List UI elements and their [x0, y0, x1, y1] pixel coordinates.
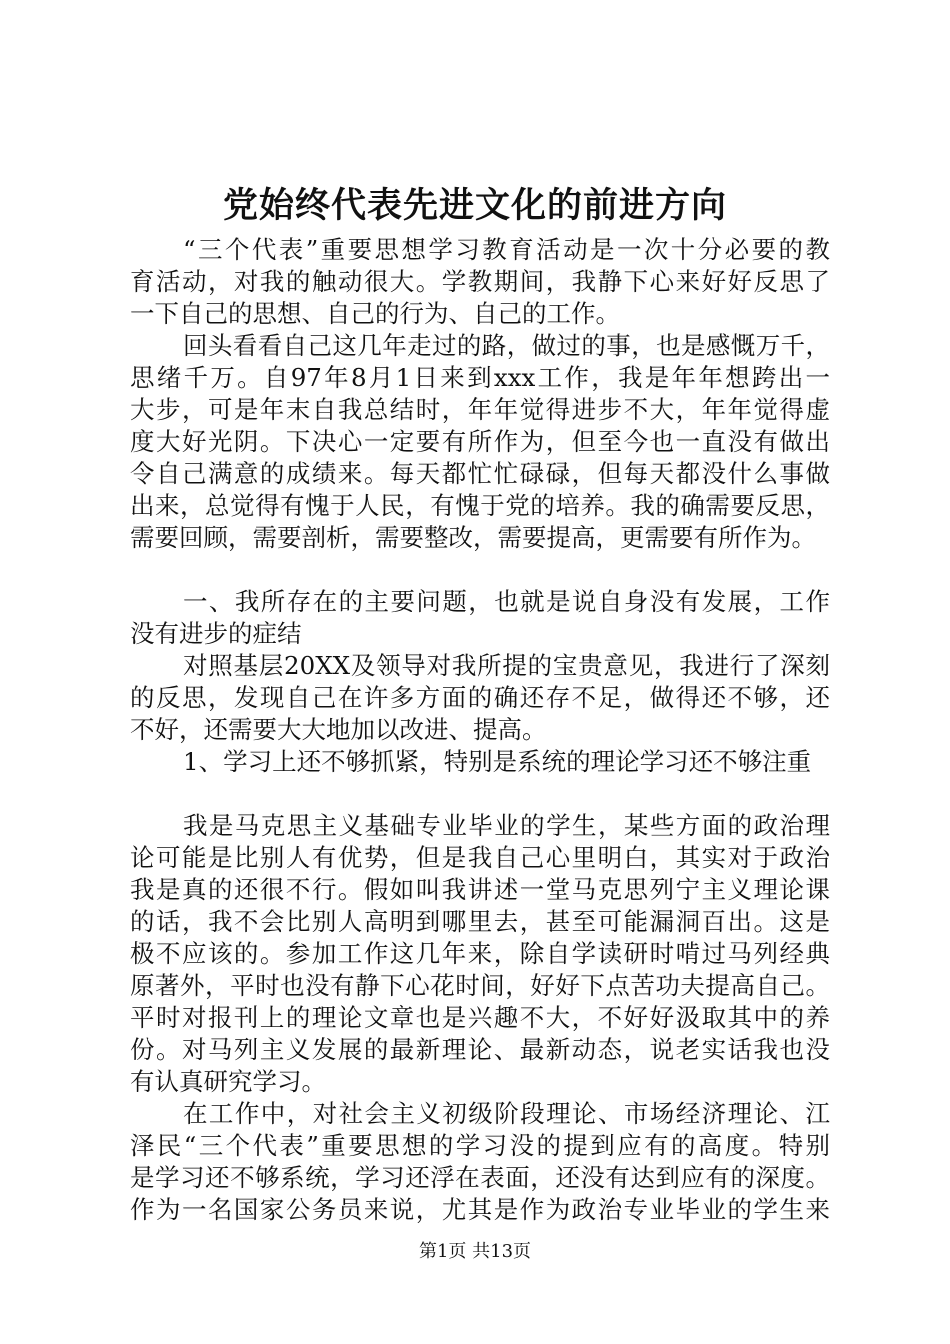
text-line: 一下自己的思想、自己的行为、自己的工作。: [130, 299, 620, 328]
text-line: 作为一名国家公务员来说，尤其是作为政治专业毕业的学生来: [130, 1195, 830, 1224]
text-line: 极不应该的。参加工作这几年来，除自学读研时啃过马列经典: [130, 939, 830, 968]
text-line: 有认真研究学习。: [130, 1067, 326, 1096]
paragraph: [130, 234, 830, 330]
text-line: 令自己满意的成绩来。每天都忙忙碌碌，但每天都没什么事做: [130, 459, 830, 488]
text-line: 不好，还需要大大地加以改进、提高。: [130, 715, 547, 744]
text-line: 需要回顾，需要剖析，需要整改，需要提高，更需要有所作为。: [130, 523, 816, 552]
text-line: 1、学习上还不够抓紧，特别是系统的理论学习还不够注重: [183, 747, 812, 776]
text-line: 在工作中，对社会主义初级阶段理论、市场经济理论、江: [183, 1099, 830, 1128]
paragraph: [130, 810, 830, 1098]
text-line: “三个代表”重要思想学习教育活动是一次十分必要的教: [183, 235, 830, 264]
text-line: 我是马克思主义基础专业毕业的学生，某些方面的政治理: [183, 811, 830, 840]
section-heading: [130, 586, 830, 650]
text-line: 论可能是比别人有优势，但是我自己心里明白，其实对于政治: [130, 843, 830, 872]
text-line: 是学习还不够系统，学习还浮在表面，还没有达到应有的深度。: [130, 1163, 830, 1192]
subsection-heading: [130, 746, 830, 778]
paragraph-gap: [130, 554, 830, 586]
text-line: 的反思，发现自己在许多方面的确还存不足，做得还不够，还: [130, 683, 830, 712]
paragraph: [130, 650, 830, 746]
text-line: 原著外，平时也没有静下心花时间，好好下点苦功夫提高自己。: [130, 971, 830, 1000]
text-line: 对照基层20XX及领导对我所提的宝贵意见，我进行了深刻: [183, 651, 830, 680]
text-line: 一、我所存在的主要问题，也就是说自身没有发展，工作: [183, 587, 830, 616]
text-line: 我是真的还很不行。假如叫我讲述一堂马克思列宁主义理论课: [130, 875, 830, 904]
paragraph-gap: [130, 778, 830, 810]
page-number-footer: 第1页 共13页: [418, 1241, 532, 1262]
text-line: 的话，我不会比别人高明到哪里去，甚至可能漏洞百出。这是: [130, 907, 830, 936]
text-line: 育活动，对我的触动很大。学教期间，我静下心来好好反思了: [130, 267, 830, 296]
document-body: [130, 234, 830, 1226]
text-line: 泽民“三个代表”重要思想的学习没的提到应有的高度。特别: [130, 1131, 830, 1160]
text-line: 思绪千万。自97年8月1日来到xxx工作，我是年年想跨出一: [130, 363, 830, 392]
text-line: 度大好光阴。下决心一定要有所作为，但至今也一直没有做出: [130, 427, 830, 456]
document-title: 党始终代表先进文化的前进方向: [222, 185, 727, 226]
paragraph: [130, 1098, 830, 1226]
text-line: 大步，可是年末自我总结时，年年觉得进步不大，年年觉得虚: [130, 395, 830, 424]
text-line: 平时对报刊上的理论文章也是兴趣不大，不好好汲取其中的养: [130, 1003, 830, 1032]
text-line: 出来，总觉得有愧于人民，有愧于党的培养。我的确需要反思，: [130, 491, 830, 520]
paragraph: [130, 330, 830, 554]
text-line: 回头看看自己这几年走过的路，做过的事，也是感慨万千，: [183, 331, 830, 360]
text-line: 没有进步的症结: [130, 619, 302, 648]
text-line: 份。对马列主义发展的最新理论、最新动态，说老实话我也没: [130, 1035, 830, 1064]
